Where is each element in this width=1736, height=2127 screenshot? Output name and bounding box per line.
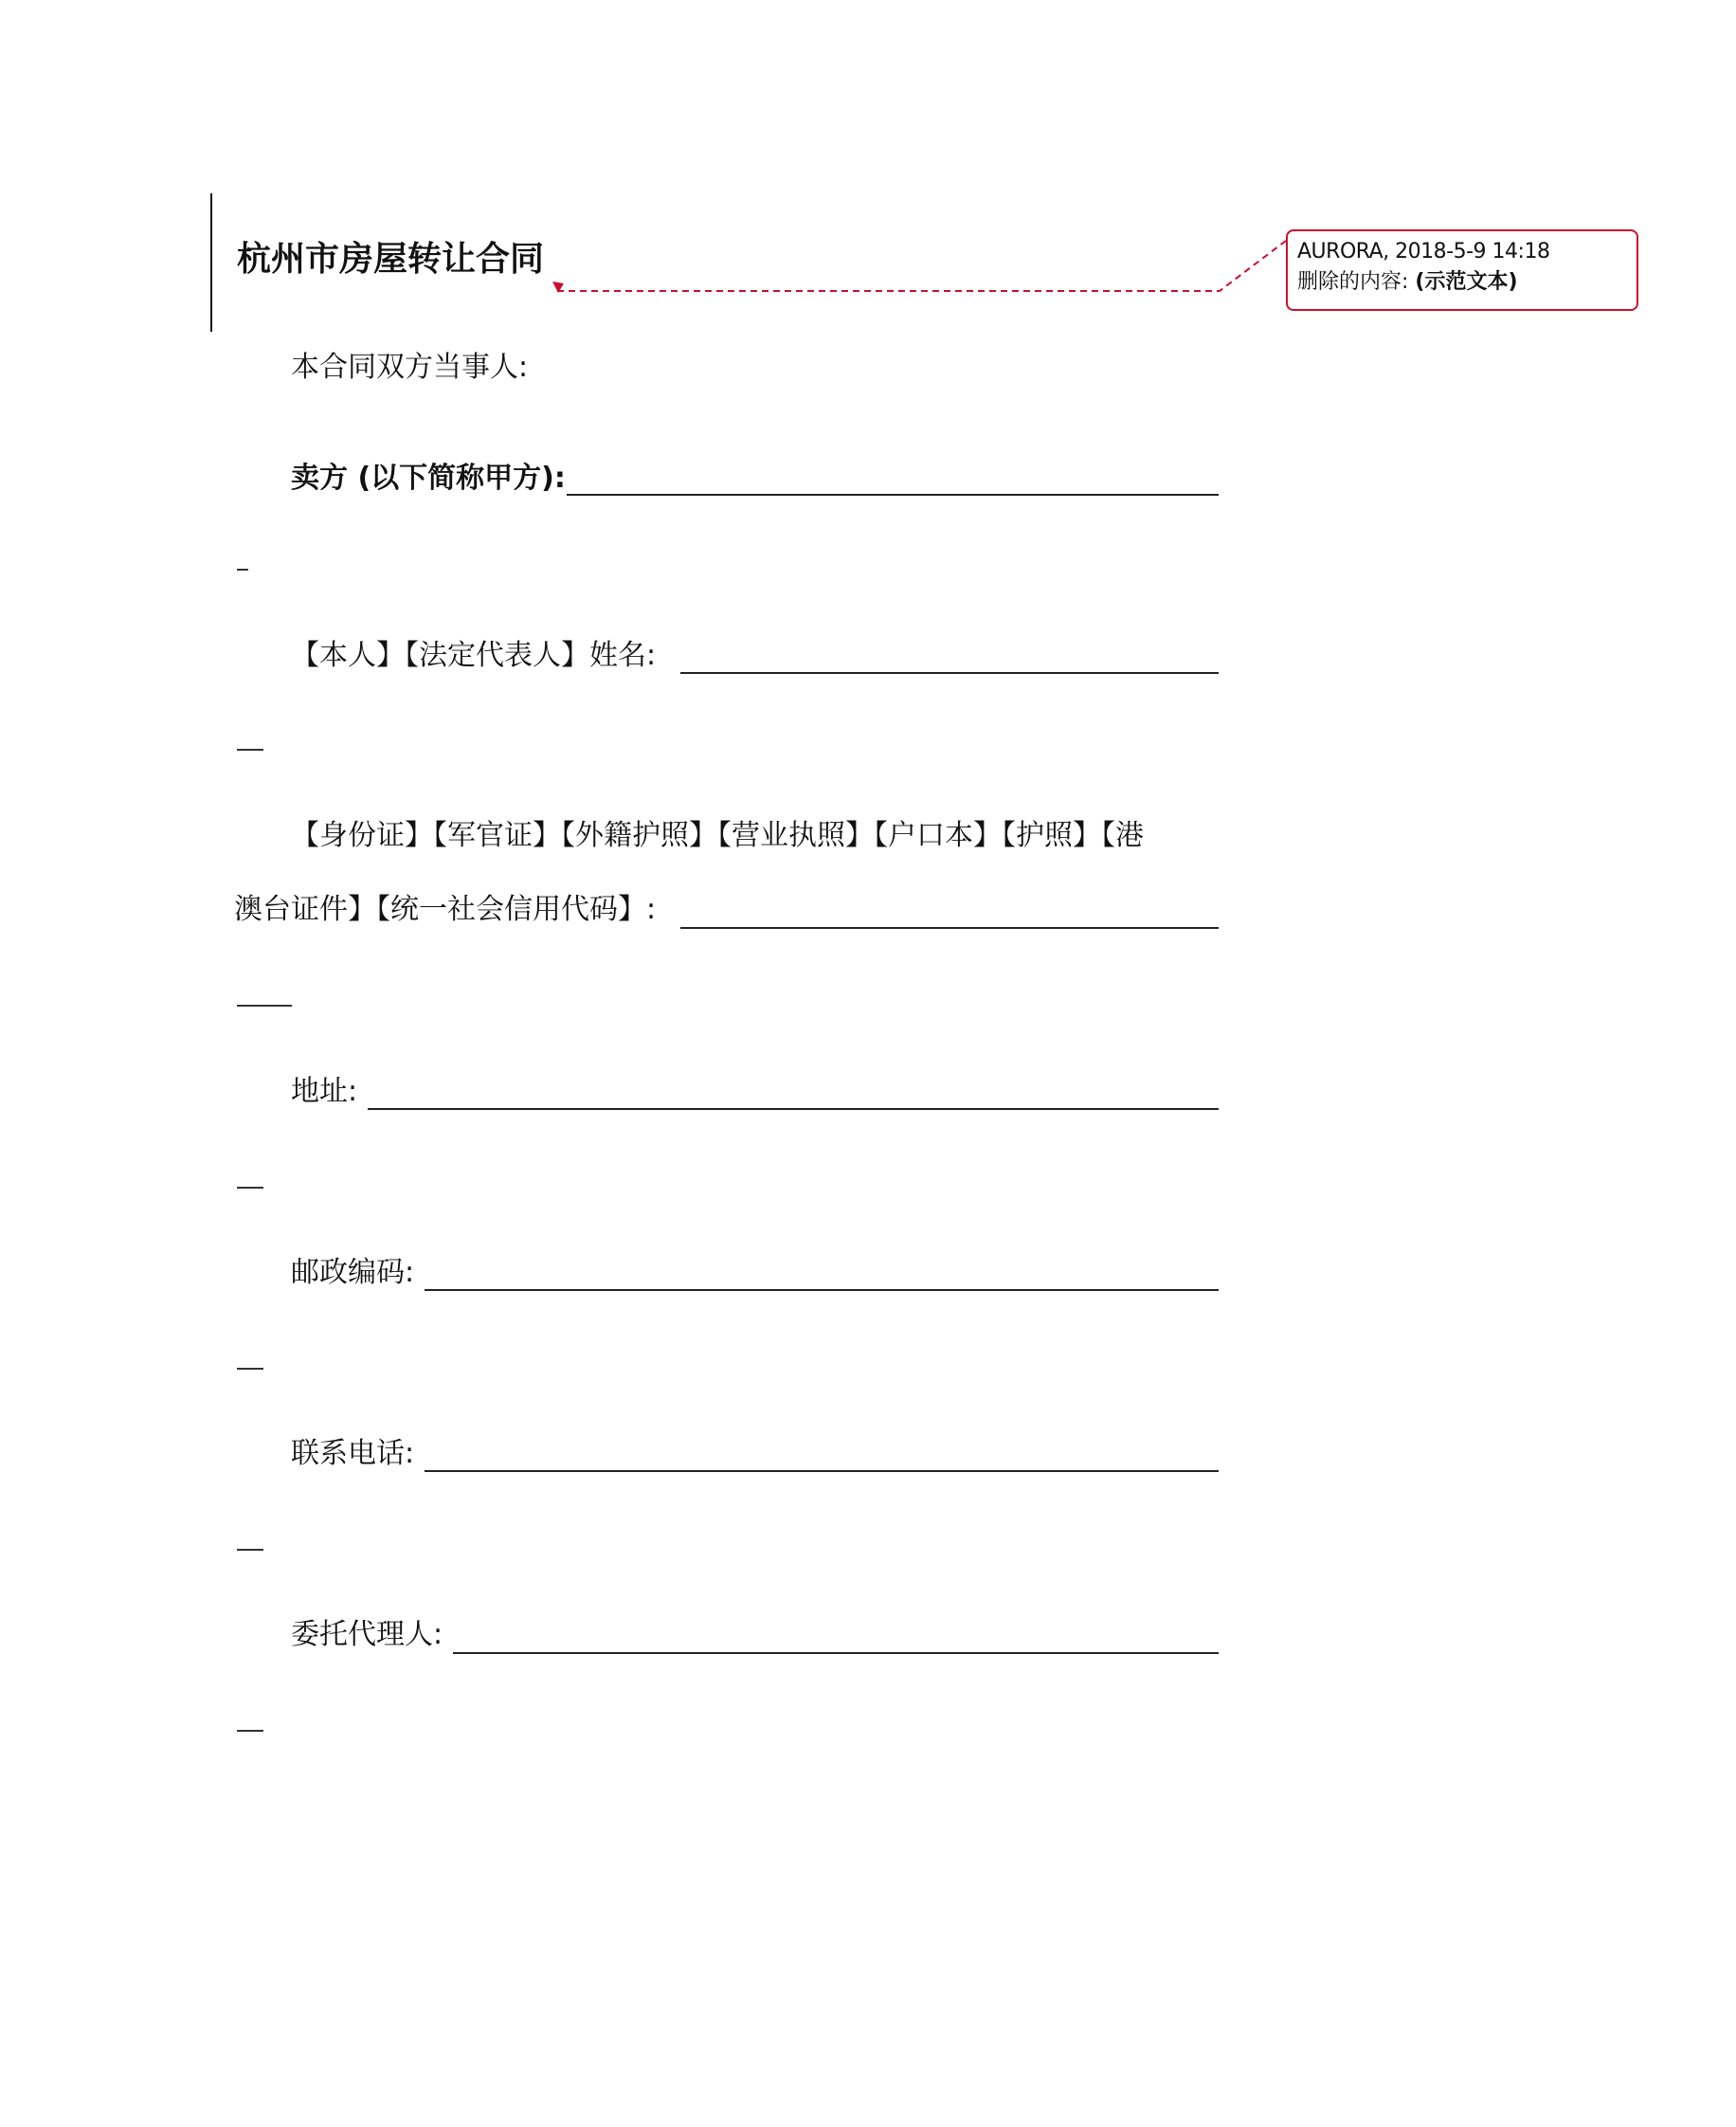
comment-connector [0,0,1736,379]
address-fill-line[interactable] [368,1108,1219,1110]
seller-label: 卖方 (以下简称甲方): [291,462,566,495]
phone-label: 联系电话: [291,1437,415,1470]
id-types-line2: 澳台证件】【统一社会信用代码】: [234,893,657,926]
seller-fill-line[interactable] [567,494,1219,496]
field-dash [237,1005,292,1007]
field-dash [237,1368,263,1370]
field-dash [237,1549,263,1551]
name-label: 【本人】【法定代表人】姓名: [291,639,657,672]
agent-fill-line[interactable] [453,1652,1219,1654]
name-fill-line[interactable] [680,672,1219,674]
phone-fill-line[interactable] [425,1470,1219,1472]
field-dash [237,569,248,571]
field-dash [237,1730,263,1732]
comment-deleted-label: 删除的内容: [1297,270,1409,294]
postcode-label: 邮政编码: [291,1256,415,1289]
agent-label: 委托代理人: [291,1618,443,1651]
comment-body [1297,267,1627,298]
comment-connector-line [557,241,1286,291]
id-types-line1: 【身份证】【军官证】【外籍护照】【营业执照】【户口本】【护照】【港 [291,819,1144,852]
field-dash [237,1187,263,1189]
id-fill-line[interactable] [680,927,1219,929]
comment-author-date: AURORA, 2018-5-9 14:18 [1297,240,1550,264]
address-label: 地址: [291,1075,358,1108]
field-dash [237,749,263,751]
comment-deleted-text: (示范文本) [1415,270,1518,294]
intro-text: 本合同双方当事人: [291,351,529,384]
revision-comment-balloon[interactable] [1286,229,1638,311]
postcode-fill-line[interactable] [425,1289,1219,1291]
contract-title: 杭州市房屋转让合同 [237,240,545,279]
